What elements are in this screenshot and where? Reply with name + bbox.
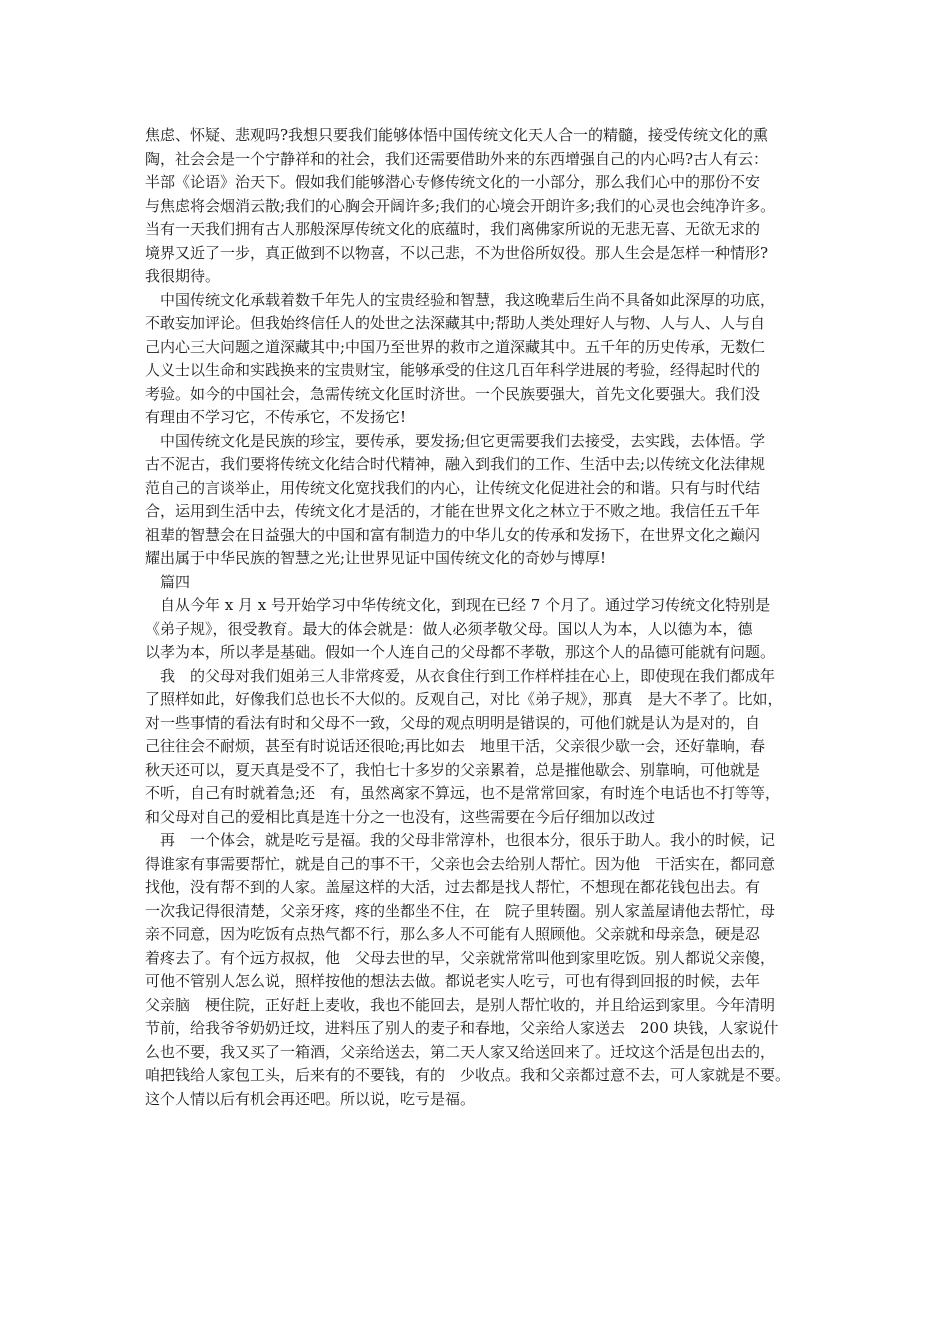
text-line: 我很期待。 <box>145 267 221 285</box>
text-line: 己往往会不耐烦，甚至有时说话还很呛;再比如去 地里干活，父亲很少歇一会，还好靠晌，春 <box>145 737 766 755</box>
text-line: 当有一天我们拥有古人那般深厚传统文化的底蕴时，我们离佛家所说的无悲无喜、无欲无求的 <box>145 220 761 238</box>
text-line: 人义士以生命和实践换来的宝贵财宝，能够承受的住这几百年科学进展的考验，经得起时代的 <box>145 361 761 379</box>
text-line: 亲不同意，因为吃饭有点热气都不行，那么多人不可能有人照顾他。父亲就和母亲急，硬是忍 <box>145 925 761 943</box>
text-line: 一次我记得很清楚，父亲牙疼，疼的坐都坐不住，在 院子里转圈。别人家盖屋请他去帮忙，母 <box>145 901 776 920</box>
text-line: 范自己的言谈举止，用传统文化宽找我们的内心，让传统文化促进社会的和谐。只有与时代结 <box>145 478 761 497</box>
text-line: 考验。如今的中国社会，急需传统文化匡时济世。一个民族要强大，首先文化要强大。我们没 <box>145 384 761 403</box>
text-line: 自从今年 x 月 x 号开始学习中华传统文化，到现在已经 7 个月了。通过学习传统文化特别是 <box>145 596 771 614</box>
body-text <box>145 124 825 1111</box>
text-line: 节前，给我爷爷奶奶迁坟，进料压了别人的麦子和春地，父亲给人家送去 200 块钱，人家说什 <box>145 1019 779 1037</box>
text-line: 和父母对自己的爱相比真是连十分之一也没有，这些需要在今后仔细加以改过 <box>145 807 656 826</box>
text-line: 咱把钱给人家包工头，后来有的不要钱，有的 少收点。我和父亲都过意不去，可人家就是不要。 <box>145 1066 791 1084</box>
text-line: 《弟子规》，很受教育。最大的体会就是：做人必须孝敬父母。国以人为本，人以德为本，德 <box>145 619 753 638</box>
text-line: 篇四 <box>145 572 191 591</box>
text-line: 中国传统文化承载着数千年先人的宝贵经验和智慧，我这晚辈后生尚不具备如此深厚的功底， <box>145 290 776 309</box>
text-line: 己内心三大问题之道深藏其中;中国乃至世界的救市之道深藏其中。五千年的历史传承，无数仁 <box>145 337 766 356</box>
text-line: 了照样如此，好像我们总也长不大似的。反观自己，对比《弟子规》，那真 是大不孝了。比如， <box>145 690 783 708</box>
text-line: 着疼去了。有个远方叔叔，他 父母去世的早，父亲就常常叫他到家里吃饭。别人都说父亲傻， <box>145 948 776 967</box>
text-line: 再 一个体会，就是吃亏是福。我的父母非常淳朴，也很本分，很乐于助人。我小的时候，记 <box>145 831 776 849</box>
text-line: 我 的父母对我们姐弟三人非常疼爱，从衣食住行到工作样样挂在心上，即使现在我们都成年 <box>145 666 776 685</box>
text-line: 找他，没有帮不到的人家。盖屋这样的大活，过去都是找人帮忙，不想现在都花钱包出去。有 <box>145 878 761 896</box>
text-line: 半部《论语》治天下。假如我们能够潜心专修传统文化的一小部分，那么我们心中的那份不安 <box>145 173 761 191</box>
text-line: 父亲脑 梗住院，正好赶上麦收，我也不能回去，是别人帮忙收的，并且给运到家里。今年清明 <box>145 995 776 1014</box>
text-line: 以孝为本，所以孝是基础。假如一个人连自己的父母都不孝敬，那这个人的品德可能就有问题。 <box>145 643 776 661</box>
text-line: 陶，社会会是一个宁静祥和的社会，我们还需要借助外来的东西增强自己的内心吗?古人有云： <box>145 149 769 168</box>
text-line: 耀出属于中华民族的智慧之光;让世界见证中国传统文化的奇妙与博厚! <box>145 549 607 567</box>
text-line: 得谁家有事需要帮忙，就是自己的事不干，父亲也会去给别人帮忙。因为他 干活实在，都同意 <box>145 854 776 873</box>
text-line: 合，运用到生活中去，传统文化才是活的，才能在世界文化之林立于不败之地。我信任五千年 <box>145 502 761 520</box>
text-line: 焦虑、怀疑、悲观吗?我想只要我们能够体悟中国传统文化天人合一的精髓，接受传统文化的熏 <box>145 126 769 144</box>
text-line: 中国传统文化是民族的珍宝，要传承，要发扬;但它更需要我们去接受，去实践，去体悟。学 <box>145 431 766 450</box>
text-line: 境界又近了一步，真正做到不以物喜，不以己悲，不为世俗所奴役。那人生会是怎样一种情形? <box>145 243 769 262</box>
text-line: 古不泥古，我们要将传统文化结合时代精神，融入到我们的工作、生活中去;以传统文化法律规 <box>145 455 766 473</box>
text-line: 与焦虑将会烟消云散;我们的心胸会开阔许多;我们的心境会开朗许多;我们的心灵也会纯净许多。 <box>145 196 776 215</box>
text-line: 不听，自己有时就着急;还 有，虽然离家不算远，也不是常常回家，有时连个电话也不打等等， <box>145 784 781 802</box>
text-line: 可他不管别人怎么说，照样按他的想法去做。都说老实人吃亏，可也有得到回报的时候，去年 <box>145 972 761 990</box>
text-line: 么也不要，我又买了一箱酒，父亲给送去，第二天人家又给送回来了。迁坟这个活是包出去的， <box>145 1042 776 1061</box>
text-line: 对一些事情的看法有时和父母不一致，父母的观点明明是错误的，可他们就是认为是对的，自 <box>145 713 761 732</box>
text-line: 这个人情以后有机会再还吧。所以说，吃亏是福。 <box>145 1089 476 1108</box>
text-line: 秋天还可以，夏天真是受不了，我怕七十多岁的父亲累着，总是摧他歇会、别靠晌，可他就是 <box>145 760 761 779</box>
text-line: 有理由不学习它，不传承它，不发扬它! <box>145 408 407 426</box>
text-line: 不敢妄加评论。但我始终信任人的处世之法深藏其中;帮助人类处理好人与物、人与人、人与自 <box>145 314 766 332</box>
text-line: 祖辈的智慧会在日益强大的中国和富有制造力的中华儿女的传承和发扬下，在世界文化之巅闪 <box>145 525 761 544</box>
